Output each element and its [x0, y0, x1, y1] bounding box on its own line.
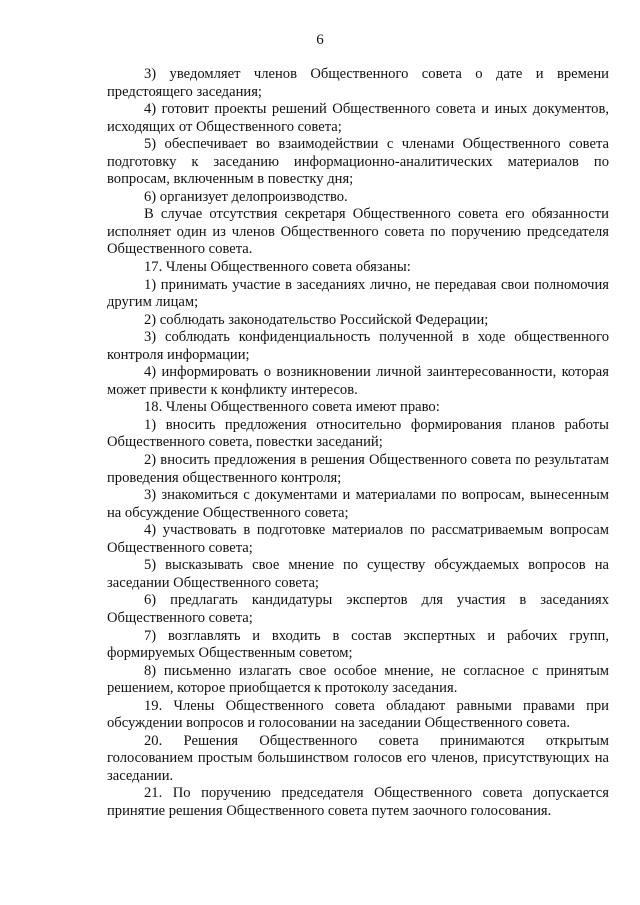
- paragraph: В случае отсутствия секретаря Общественного совета его обязанности исполняет один из членов Общественного совета по поручению председателя Общественного совета.: [107, 206, 609, 258]
- paragraph: 1) вносить предложения относительно формирования планов работы Общественного совета, повестки заседаний;: [107, 416, 609, 451]
- paragraph: 2) соблюдать законодательство Российской Федерации;: [144, 311, 489, 328]
- paragraph: 21. По поручению председателя Общественного совета допускается принятие решения Общественного совета путем заочного голосования.: [107, 785, 609, 819]
- paragraph: 19. Члены Общественного совета обладают равными правами при обсуждении вопросов и голосовании на заседании Общественного совета.: [107, 697, 609, 732]
- paragraph: 5) высказывать свое мнение по существу обсуждаемых вопросов на заседании Общественного совета;: [107, 557, 609, 591]
- paragraph: 7) возглавлять и входить в состав экспертных и рабочих групп, формируемых Общественным советом;: [107, 627, 609, 662]
- paragraph: 4) участвовать в подготовке материалов по рассматриваемым вопросам Общественного совета;: [107, 522, 609, 556]
- paragraph: 8) письменно излагать свое особое мнение, не согласное с принятым решением, которое приобщается к протоколу заседания.: [107, 662, 609, 697]
- paragraph: 4) информировать о возникновении личной заинтересованности, которая может привести к конфликту интересов.: [107, 364, 609, 398]
- paragraph: 1) принимать участие в заседаниях лично, не передавая свои полномочия другим лицам;: [107, 276, 609, 311]
- paragraph: 3) соблюдать конфиденциальность полученной в ходе общественного контроля информации;: [107, 329, 609, 363]
- paragraph: 17. Члены Общественного совета обязаны:: [144, 259, 411, 276]
- paragraph: 6) организует делопроизводство.: [144, 188, 348, 205]
- paragraph: 3) уведомляет членов Общественного совета о дате и времени предстоящего заседания;: [107, 66, 609, 100]
- paragraph: 5) обеспечивает во взаимодействии с членами Общественного совета подготовку к заседанию информационно-аналитических материалов по вопросам, включенным в повестку дня;: [107, 136, 609, 188]
- paragraph: 2) вносить предложения в решения Общественного совета по результатам проведения общественного контроля;: [107, 452, 609, 486]
- paragraph: 4) готовит проекты решений Общественного совета и иных документов, исходящих от Общественного совета;: [107, 101, 609, 135]
- document-body: [107, 66, 609, 821]
- paragraph: 20. Решения Общественного совета принимаются открытым голосованием простым большинством голосов его членов, присутствующих на заседании.: [107, 732, 609, 784]
- paragraph: 6) предлагать кандидатуры экспертов для участия в заседаниях Общественного совета;: [107, 592, 609, 626]
- paragraph: 18. Члены Общественного совета имеют право:: [144, 399, 440, 416]
- paragraph: 3) знакомиться с документами и материалами по вопросам, вынесенным на обсуждение Общественного совета;: [107, 487, 609, 521]
- page-number: 6: [316, 32, 324, 48]
